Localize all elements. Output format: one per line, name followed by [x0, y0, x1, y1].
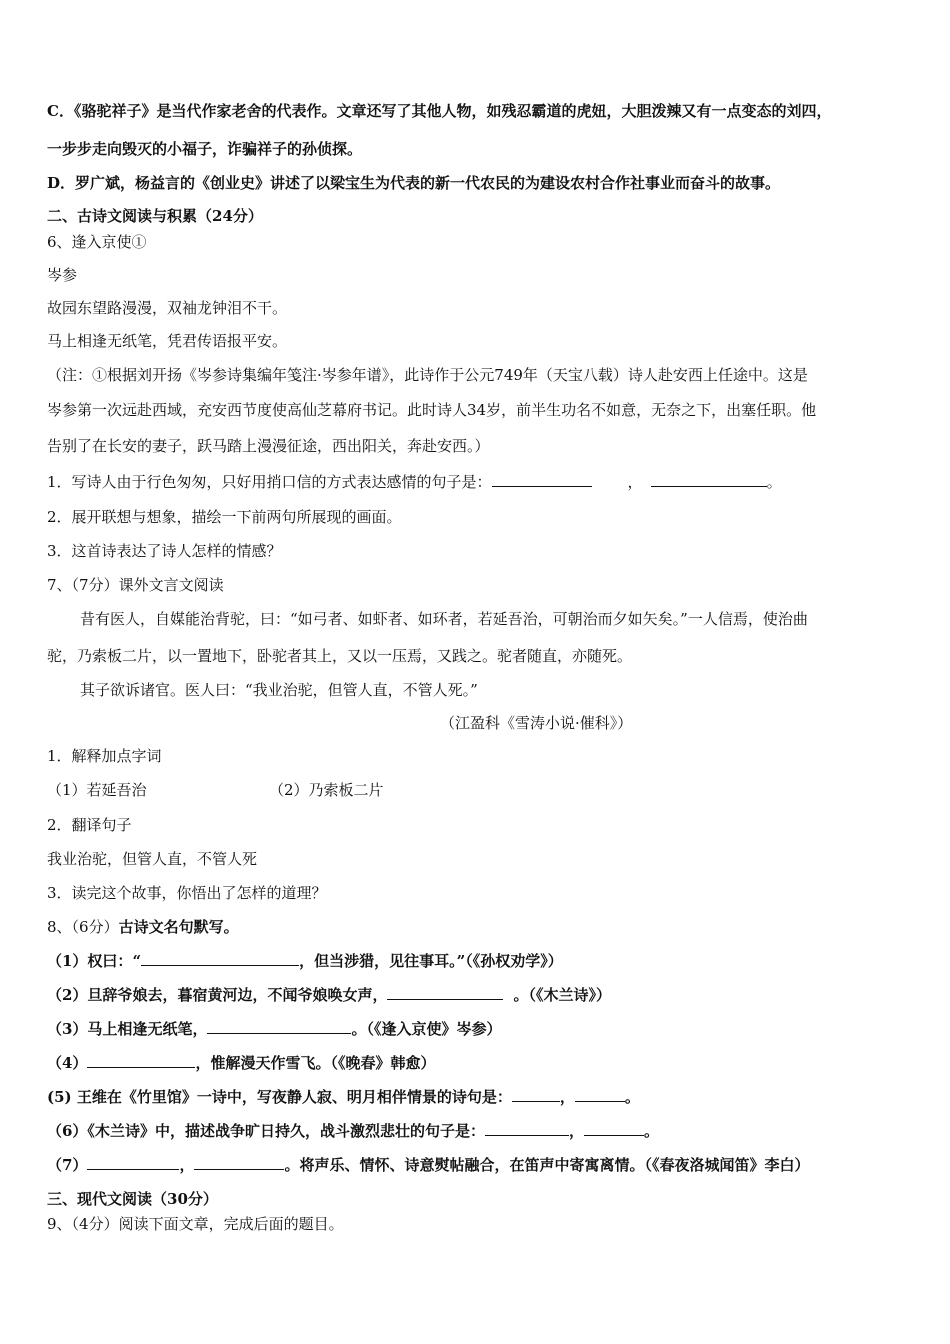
q7-text-line2: 驼，乃索板二片，以一置地下，卧驼者其上，又以一压焉，又践之。驼者随直，亦随死。	[47, 647, 633, 665]
q8-l7-a: （7）	[47, 1156, 88, 1174]
q8-line2	[47, 985, 611, 1005]
option-c-line1: C．《骆驼祥子》是当代作家老舍的代表作。文章还写了其他人物，如残忍霸道的虎妞，大胆泼辣又有一点变态的刘四，	[47, 102, 832, 120]
q6-note-line3: 告别了在长安的妻子，跃马踏上漫漫征途，西出阳关，奔赴安西。）	[47, 437, 490, 455]
q8-title	[47, 917, 239, 937]
answer-blank[interactable]	[207, 1019, 351, 1034]
q6-sub3: 3．这首诗表达了诗人怎样的情感？	[47, 542, 282, 560]
q8-line1	[47, 951, 563, 971]
q7-sub2: 2．翻译句子	[47, 816, 132, 834]
answer-blank[interactable]	[387, 985, 503, 1000]
answer-blank[interactable]	[492, 472, 592, 487]
q6-title: 6、逢入京使①	[47, 233, 147, 251]
answer-blank[interactable]	[194, 1155, 284, 1170]
q6-sub1	[47, 472, 782, 492]
answer-blank[interactable]	[87, 1155, 179, 1170]
q6-poem-line1: 故园东望路漫漫，双袖龙钟泪不干。	[47, 299, 288, 317]
q8-l6-b: ，	[568, 1122, 584, 1140]
answer-blank[interactable]	[584, 1121, 644, 1136]
q8-l6-c: 。	[643, 1122, 659, 1140]
q7-sub1: 1．解释加点字词	[47, 747, 162, 765]
q6-sub1-end: 。	[766, 473, 782, 491]
q8-l2-b: 。（《木兰诗》）	[513, 986, 611, 1004]
q7-sub2-sentence: 我业治驼，但管人直，不管人死	[47, 850, 258, 868]
q8-l7-b: ，	[179, 1156, 195, 1174]
q7-text-line3: 其子欲诉诸官。医人曰：“我业治驼，但管人直，不管人死。”	[80, 681, 478, 699]
q8-l1-b: ，但当涉猎，见往事耳。”（《孙权劝学》）	[299, 952, 563, 970]
q8-l5-b: ，	[559, 1088, 575, 1106]
q7-sub1-items	[47, 780, 384, 800]
q8-line5	[47, 1087, 640, 1107]
answer-blank[interactable]	[651, 472, 767, 487]
q8-line3	[47, 1019, 501, 1039]
q8-line7	[47, 1155, 809, 1175]
q7-text-line1: 昔有医人，自媒能治背驼，曰：“如弓者、如虾者、如环者，若延吾治，可朝治而夕如矢矣。”一人信焉，使治曲	[80, 610, 808, 628]
q7-sub3: 3．读完这个故事，你悟出了怎样的道理？	[47, 884, 327, 902]
q6-note-line2: 岑参第一次远赴西域，充安西节度使高仙芝幕府书记。此时诗人34岁，前半生功名不如意，无奈之下，出塞任职。他	[47, 401, 817, 419]
q7-title: 7、（7分）课外文言文阅读	[47, 576, 224, 594]
q8-l2-a: （2）旦辞爷娘去，暮宿黄河边，不闻爷娘唤女声，	[47, 986, 388, 1004]
q8-title-prefix: 8、（6分）	[47, 918, 119, 936]
q9: 9、（4分）阅读下面文章，完成后面的题目。	[47, 1215, 344, 1233]
q6-author: 岑参	[47, 266, 78, 284]
q8-title-bold: 古诗文名句默写。	[118, 918, 239, 936]
q6-poem-line2: 马上相逢无纸笔，凭君传语报平安。	[47, 332, 288, 350]
answer-blank[interactable]	[485, 1121, 569, 1136]
answer-blank[interactable]	[575, 1087, 625, 1102]
q8-line4	[47, 1053, 435, 1073]
q8-l6-a: （6）《木兰诗》中，描述战争旷日持久，战斗激烈悲壮的句子是：	[47, 1122, 485, 1140]
q8-line6	[47, 1121, 659, 1141]
q8-l7-c: 。将声乐、情怀、诗意熨帖融合，在笛声中寄寓离情。（《春夜洛城闻笛》李白）	[284, 1156, 810, 1174]
q6-sub2: 2．展开联想与想象，描绘一下前两句所展现的画面。	[47, 508, 402, 526]
q8-l1-a: （1）权曰：“	[47, 952, 142, 970]
q6-sub1-prefix: 1．写诗人由于行色匆匆，只好用捎口信的方式表达感情的句子是：	[47, 473, 492, 491]
q8-l3-a: （3）马上相逢无纸笔，	[47, 1020, 208, 1038]
section2-title: 二、古诗文阅读与积累（24分）	[47, 207, 263, 225]
section3-title: 三、现代文阅读（30分）	[47, 1190, 218, 1208]
answer-blank[interactable]	[512, 1087, 560, 1102]
q7-sub1-b: （2）乃索板二片	[269, 781, 384, 799]
q8-l4-a: （4）	[47, 1054, 88, 1072]
q7-source: （江盈科《雪涛小说·催科》）	[440, 714, 633, 732]
q8-l5-a: (5) 王维在《竹里馆》一诗中，写夜静人寂、明月相伴情景的诗句是：	[47, 1088, 512, 1106]
q6-note-line1: （注：①根据刘开扬《岑参诗集编年笺注·岑参年谱》，此诗作于公元749年（天宝八载）诗人赴安西上任途中。这是	[47, 366, 808, 384]
option-c-line2: 一步步走向毁灭的小福子，诈骗祥子的孙侦探。	[47, 140, 363, 158]
answer-blank[interactable]	[87, 1053, 195, 1068]
q8-l5-c: 。	[624, 1088, 640, 1106]
q7-sub1-a: （1）若延吾治	[47, 781, 147, 799]
answer-blank[interactable]	[141, 951, 299, 966]
q6-sub1-comma: ，	[627, 473, 643, 491]
q8-l4-b: ，惟解漫天作雪飞。（《晚春》韩愈）	[195, 1054, 436, 1072]
q8-l3-b: 。（《逢入京使》岑参）	[351, 1020, 502, 1038]
option-d: D．罗广斌，杨益言的《创业史》讲述了以梁宝生为代表的新一代农民的为建设农村合作社事业而奋斗的故事。	[47, 174, 781, 192]
